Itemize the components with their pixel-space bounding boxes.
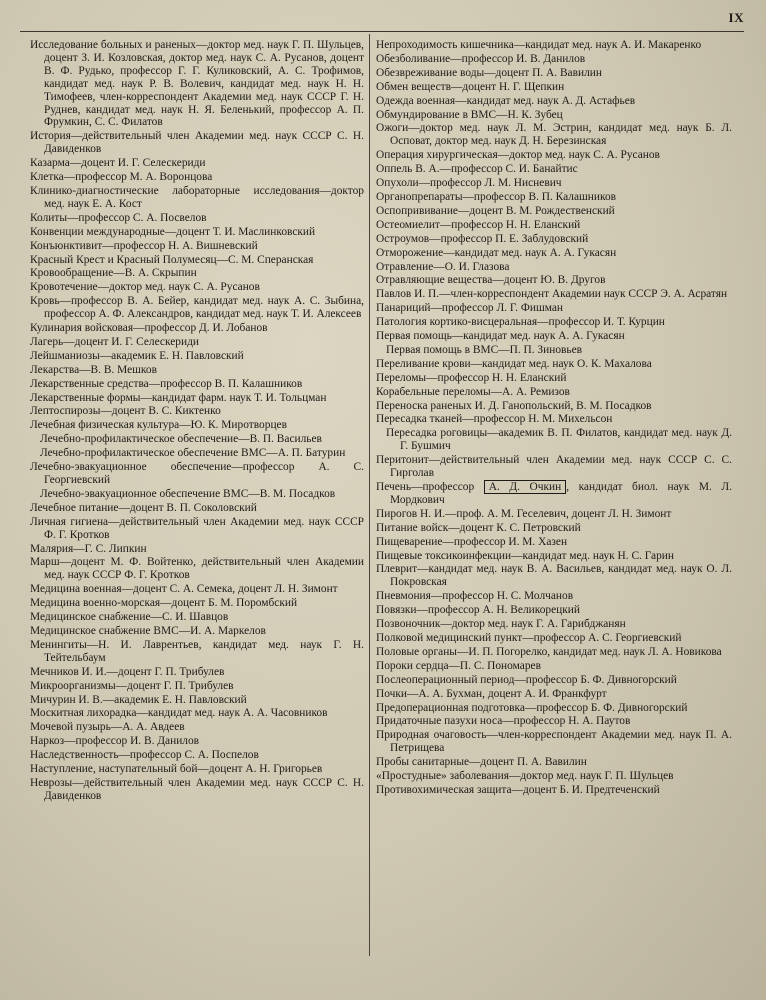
index-entry	[30, 185, 364, 211]
entry-text: Пороки сердца—П. С. Пономарев	[376, 659, 541, 672]
entry-text: Пирогов Н. И.—проф. А. М. Геселевич, доцент Л. Н. Зимонт	[376, 507, 672, 520]
entry-text: Наступление, наступательный бой—доцент А. Н. Григорьев	[30, 763, 323, 776]
entry-text: Лечебно-профилактическое обеспечение ВМС—А. П. Батурин	[40, 447, 346, 460]
index-entry	[30, 364, 364, 377]
entry-text: Перитонит—действительный член Академии мед. наук СССР С. С. Гирголав	[376, 454, 732, 480]
header-rule	[20, 31, 744, 32]
entry-text: Корабельные переломы—А. А. Ремизов	[376, 385, 570, 398]
entry-text: Питание войск—доцент К. С. Петровский	[376, 521, 581, 534]
index-entry	[376, 274, 732, 287]
entry-text: Медицина военно-морская—доцент Б. М. Поромбский	[30, 597, 298, 610]
index-entry	[376, 688, 732, 701]
entry-text: Остеомиелит—профессор Н. Н. Еланский	[376, 218, 581, 231]
entry-text: Лекарственные формы—кандидат фарм. наук Т. И. Тольцман	[30, 391, 327, 404]
index-entry	[30, 433, 364, 446]
entry-text: Пересадка тканей—профессор Н. М. Михельсон	[376, 413, 613, 426]
entry-text: Отравляющие вещества—доцент Ю. В. Другов	[376, 274, 606, 287]
index-entry	[30, 157, 364, 170]
index-entry	[376, 413, 732, 426]
entry-text: Природная очаговость—член-корреспондент Академии мед. наук П. А. Петрищева	[376, 729, 732, 755]
entry-text: Пищеварение—профессор И. М. Хазен	[376, 535, 568, 548]
entry-text: Пересадка роговицы—академик В. П. Филатов, кандидат мед. наук Д. Г. Бушмич	[386, 427, 732, 453]
entry-text: Остроумов—профессор П. Е. Заблудовский	[376, 232, 589, 245]
index-entry	[30, 694, 364, 707]
index-entry	[376, 53, 732, 66]
entry-text: Лечебно-эвакуационное обеспечение—профессор А. С. Георгиевский	[30, 461, 364, 486]
boxed-author-name: А. Д. Очкин	[484, 480, 566, 494]
index-entry	[376, 177, 732, 190]
index-entry	[376, 729, 732, 755]
entry-text-continued: , кандидат биол. наук М. Л. Мордкович	[390, 481, 732, 506]
index-entry	[376, 604, 732, 617]
entry-text: Операция хирургическая—доктор мед. наук С. А. Русанов	[376, 149, 660, 162]
index-entry	[376, 784, 732, 797]
entry-text: Панариций—профессор Л. Г. Фишман	[376, 302, 564, 315]
index-entry	[30, 405, 364, 418]
index-entry	[30, 336, 364, 349]
entry-text: Оспопрививание—доцент В. М. Рождественский	[376, 204, 615, 217]
index-entry	[30, 295, 364, 321]
entry-text: Клинико-диагностические лабораторные исследования—доктор мед. наук Е. А. Кост	[30, 184, 364, 210]
index-entry	[30, 254, 364, 267]
index-entry	[376, 109, 732, 122]
entry-text: Лептоспирозы—доцент В. С. Киктенко	[30, 405, 221, 418]
index-entry	[30, 130, 364, 156]
index-entry	[30, 212, 364, 225]
entry-text: Лекарства—В. В. Мешков	[30, 363, 157, 376]
index-entry	[376, 205, 732, 218]
index-entry	[376, 632, 732, 645]
index-entry	[376, 372, 732, 385]
index-entry	[376, 219, 732, 232]
index-entry	[30, 419, 364, 432]
index-entry	[376, 674, 732, 687]
entry-text: Переливание крови—кандидат мед. наук О. К. Махалова	[376, 357, 652, 370]
index-entry	[376, 261, 732, 274]
entry-text: Пищевые токсикоинфекции—кандидат мед. наук Н. С. Гарин	[376, 549, 674, 562]
entry-text: Половые органы—И. П. Погорелко, кандидат мед. наук Л. А. Новикова	[376, 645, 722, 658]
index-entry	[30, 281, 364, 294]
entry-text: Оппель В. А.—профессор С. И. Банайтис	[376, 163, 578, 176]
entry-text: Менингиты—Н. И. Лаврентьев, кандидат мед. наук Г. Н. Тейтельбаум	[30, 638, 364, 664]
index-entry	[30, 267, 364, 280]
index-entry	[376, 39, 732, 52]
index-entry	[30, 680, 364, 693]
entry-text: Лечебно-профилактическое обеспечение—В. П. Васильев	[40, 433, 322, 446]
entry-text: Наркоз—профессор И. В. Данилов	[30, 735, 200, 748]
entry-text: Непроходимость кишечника—кандидат мед. наук А. И. Макаренко	[376, 39, 702, 51]
index-entry	[376, 149, 732, 162]
entry-text: Неврозы—действительный член Академии мед. наук СССР С. Н. Давиденков	[30, 776, 364, 802]
entry-text: Мочевой пузырь—А. А. Авдеев	[30, 721, 185, 734]
index-entry	[30, 447, 364, 460]
entry-text: Медицина военная—доцент С. А. Семека, доцент Л. Н. Зимонт	[30, 583, 338, 596]
index-entry	[376, 233, 732, 246]
index-entry	[30, 735, 364, 748]
entry-text: Павлов И. П.—член-корреспондент Академии наук СССР Э. А. Асратян	[376, 288, 728, 301]
entry-text: История—действительный член Академии мед. наук СССР С. Н. Давиденков	[30, 130, 364, 156]
index-entry	[30, 777, 364, 803]
entry-text: Обезболивание—профессор И. В. Данилов	[376, 52, 586, 65]
index-entry	[376, 522, 732, 535]
index-entry	[376, 302, 732, 315]
index-entry	[30, 625, 364, 638]
index-entry	[30, 461, 364, 487]
entry-text: Одежда военная—кандидат мед. наук А. Д. Астафьев	[376, 94, 636, 107]
index-entry	[376, 590, 732, 603]
index-entry	[30, 707, 364, 720]
entry-text: Наследственность—профессор С. А. Поспелов	[30, 749, 259, 762]
entry-text: Исследование больных и раненых—доктор мед. наук Г. П. Шульцев, доцент З. И. Козловская, доктор мед. наук С. А. Русанов, доцент В. Ф. Рудько, профессор Г. Г. Куликовский, А. С. Трофимов, кандидат мед. наук Р. В. Волевич, кандидат мед. наук Н. Н. Тимофеев, член-корреспондент Академии мед. наук СССР Г. Н. Руднев, кандидат мед. наук Н. Я. Беленький, профессор А. П. Фрумкин, С. С. Филатов	[30, 39, 364, 129]
index-entry	[30, 240, 364, 253]
index-entry	[376, 344, 732, 357]
index-entry	[376, 618, 732, 631]
entry-text: Позвоночник—доктор мед. наук Г. А. Гарибджанян	[376, 618, 626, 631]
entry-text: Медицинское снабжение—С. И. Шавцов	[30, 611, 229, 624]
entry-text: Кулинария войсковая—профессор Д. И. Лобанов	[30, 322, 268, 335]
index-entry	[376, 122, 732, 148]
index-entry	[376, 454, 732, 480]
left-column	[30, 39, 364, 804]
entry-text: Красный Крест и Красный Полумесяц—С. М. Сперанская	[30, 253, 314, 266]
index-entry	[30, 171, 364, 184]
entry-text: Ожоги—доктор мед. наук Л. М. Эстрин, кандидат мед. наук Б. Л. Осповат, доктор мед. наук Д. Н. Березинская	[376, 122, 732, 148]
entry-text: Лагерь—доцент И. Г. Селескериди	[30, 335, 199, 348]
index-entry	[376, 247, 732, 260]
index-entry	[376, 660, 732, 673]
entry-text: Первая помощь—кандидат мед. наук А. А. Гукасян	[376, 330, 625, 343]
entry-text: Микроорганизмы—доцент Г. П. Трибулев	[30, 679, 234, 692]
entry-text: Малярия—Г. С. Липкин	[30, 542, 147, 555]
entry-text: Переломы—профессор Н. Н. Еланский	[376, 371, 567, 384]
index-entry	[376, 715, 732, 728]
entry-text: Опухоли—профессор Л. М. Нисневич	[376, 177, 562, 190]
entry-text: Москитная лихорадка—кандидат мед. наук А. А. Часовников	[30, 707, 328, 720]
index-entry	[30, 322, 364, 335]
index-entry	[30, 392, 364, 405]
entry-text: Пробы санитарные—доцент П. А. Вавилин	[376, 756, 587, 769]
index-entry	[376, 288, 732, 301]
entry-text: Лекарственные средства—профессор В. П. Калашников	[30, 377, 303, 390]
entry-text: Казарма—доцент И. Г. Селескериди	[30, 157, 206, 170]
entry-text: Конъюнктивит—профессор Н. А. Вишневский	[30, 239, 258, 252]
entry-text: Отморожение—кандидат мед. наук А. А. Гукасян	[376, 246, 617, 259]
entry-text: Медицинское снабжение ВМС—И. А. Маркелов	[30, 624, 266, 637]
entry-text: Органопрепараты—профессор В. П. Калашников	[376, 190, 617, 203]
entry-text: Мичурин И. В.—академик Е. Н. Павловский	[30, 693, 247, 706]
index-entry	[30, 763, 364, 776]
entry-text: Полковой медицинский пункт—профессор А. С. Георгиевский	[376, 631, 682, 644]
entry-text: Кровь—профессор В. А. Бейер, кандидат мед. наук А. С. Зыбина, профессор А. Ф. Александров, кандидат мед. наук Т. И. Алексеев	[30, 295, 364, 321]
entry-text: Патология кортико-висцеральная—профессор И. Т. Курцин	[376, 316, 665, 329]
entry-text: Обезвреживание воды—доцент П. А. Вавилин	[376, 66, 602, 79]
entry-text: Лечебное питание—доцент В. П. Соколовский	[30, 501, 257, 514]
entry-text: Мечников И. И.—доцент Г. П. Трибулев	[30, 665, 225, 678]
index-entry	[376, 427, 732, 453]
index-entry	[30, 666, 364, 679]
index-entry	[30, 556, 364, 582]
index-entry	[30, 39, 364, 129]
index-entry	[30, 611, 364, 624]
index-entry	[376, 536, 732, 549]
entry-text: Обмундирование в ВМС—Н. К. Зубец	[376, 108, 563, 121]
entry-text: Печень—профессор	[376, 481, 475, 493]
entry-text: Первая помощь в ВМС—П. П. Зиновьев	[386, 343, 583, 356]
entry-text: Обмен веществ—доцент Н. Г. Щепкин	[376, 80, 565, 93]
index-entry	[376, 508, 732, 521]
entry-text: Переноска раненых И. Д. Ганопольский, В. М. Посадков	[376, 399, 652, 412]
entry-text: Придаточные пазухи носа—профессор Н. А. Паутов	[376, 715, 631, 728]
entry-text: Лечебно-эвакуационное обеспечение ВМС—В. М. Посадков	[40, 487, 336, 500]
entry-text: Лейшманиозы—академик Е. Н. Павловский	[30, 349, 244, 362]
index-entry	[30, 488, 364, 501]
index-entry	[376, 67, 732, 80]
index-entry	[376, 163, 732, 176]
index-entry	[30, 543, 364, 556]
entry-text: Послеоперационный период—профессор Б. Ф. Дивногорский	[376, 673, 677, 686]
index-entry	[376, 550, 732, 563]
entry-text: Кровообращение—В. А. Скрыпин	[30, 267, 197, 280]
entry-text: Повязки—профессор А. Н. Великорецкий	[376, 604, 580, 617]
right-column	[376, 39, 732, 798]
index-entry	[30, 583, 364, 596]
entry-text: Почки—А. А. Бухман, доцент А. И. Франкфурт	[376, 687, 607, 700]
index-entry	[30, 749, 364, 762]
entry-text: Колиты—профессор С. А. Посвелов	[30, 211, 207, 224]
entry-text: Личная гигиена—действительный член Академии мед. наук СССР Ф. Г. Кротков	[30, 515, 364, 541]
entry-text: Лечебная физическая культура—Ю. К. Миротворцев	[30, 419, 287, 432]
index-entry	[376, 386, 732, 399]
entry-text: Клетка—профессор М. А. Воронцова	[30, 171, 213, 184]
index-entry	[30, 378, 364, 391]
index-entry	[376, 770, 732, 783]
index-entry	[376, 330, 732, 343]
column-divider	[369, 34, 370, 956]
index-entry	[376, 481, 732, 507]
entry-text: Конвенции международные—доцент Т. И. Маслинковский	[30, 225, 316, 238]
index-entry	[376, 358, 732, 371]
index-entry	[30, 597, 364, 610]
entry-text: Противохимическая защита—доцент Б. И. Предтеченский	[376, 783, 660, 796]
index-entry	[30, 721, 364, 734]
entry-text: Отравление—О. И. Глазова	[376, 260, 510, 273]
index-entry	[30, 350, 364, 363]
entry-text: Пневмония—профессор Н. С. Молчанов	[376, 590, 574, 603]
index-entry	[376, 191, 732, 204]
index-entry	[376, 702, 732, 715]
index-entry	[376, 400, 732, 413]
index-entry	[30, 226, 364, 239]
entry-text: Кровотечение—доктор мед. наук С. А. Русанов	[30, 281, 260, 294]
page-number: IX	[728, 10, 744, 25]
index-entry	[376, 316, 732, 329]
entry-text: Предоперационная подготовка—профессор Б. Ф. Дивногорский	[376, 701, 688, 714]
index-entry	[30, 639, 364, 665]
index-entry	[376, 563, 732, 589]
index-entry	[376, 81, 732, 94]
entry-text: «Простудные» заболевания—доктор мед. наук Г. П. Шульцев	[376, 770, 674, 783]
index-entry	[376, 646, 732, 659]
entry-text: Марш—доцент М. Ф. Войтенко, действительный член Академии мед. наук СССР Ф. Г. Кротков	[30, 556, 364, 582]
entry-text: Плеврит—кандидат мед. наук В. А. Васильев, кандидат мед. наук О. Л. Покровская	[376, 563, 732, 589]
index-entry	[30, 516, 364, 542]
index-entry	[376, 95, 732, 108]
index-entry	[376, 756, 732, 769]
index-entry	[30, 502, 364, 515]
